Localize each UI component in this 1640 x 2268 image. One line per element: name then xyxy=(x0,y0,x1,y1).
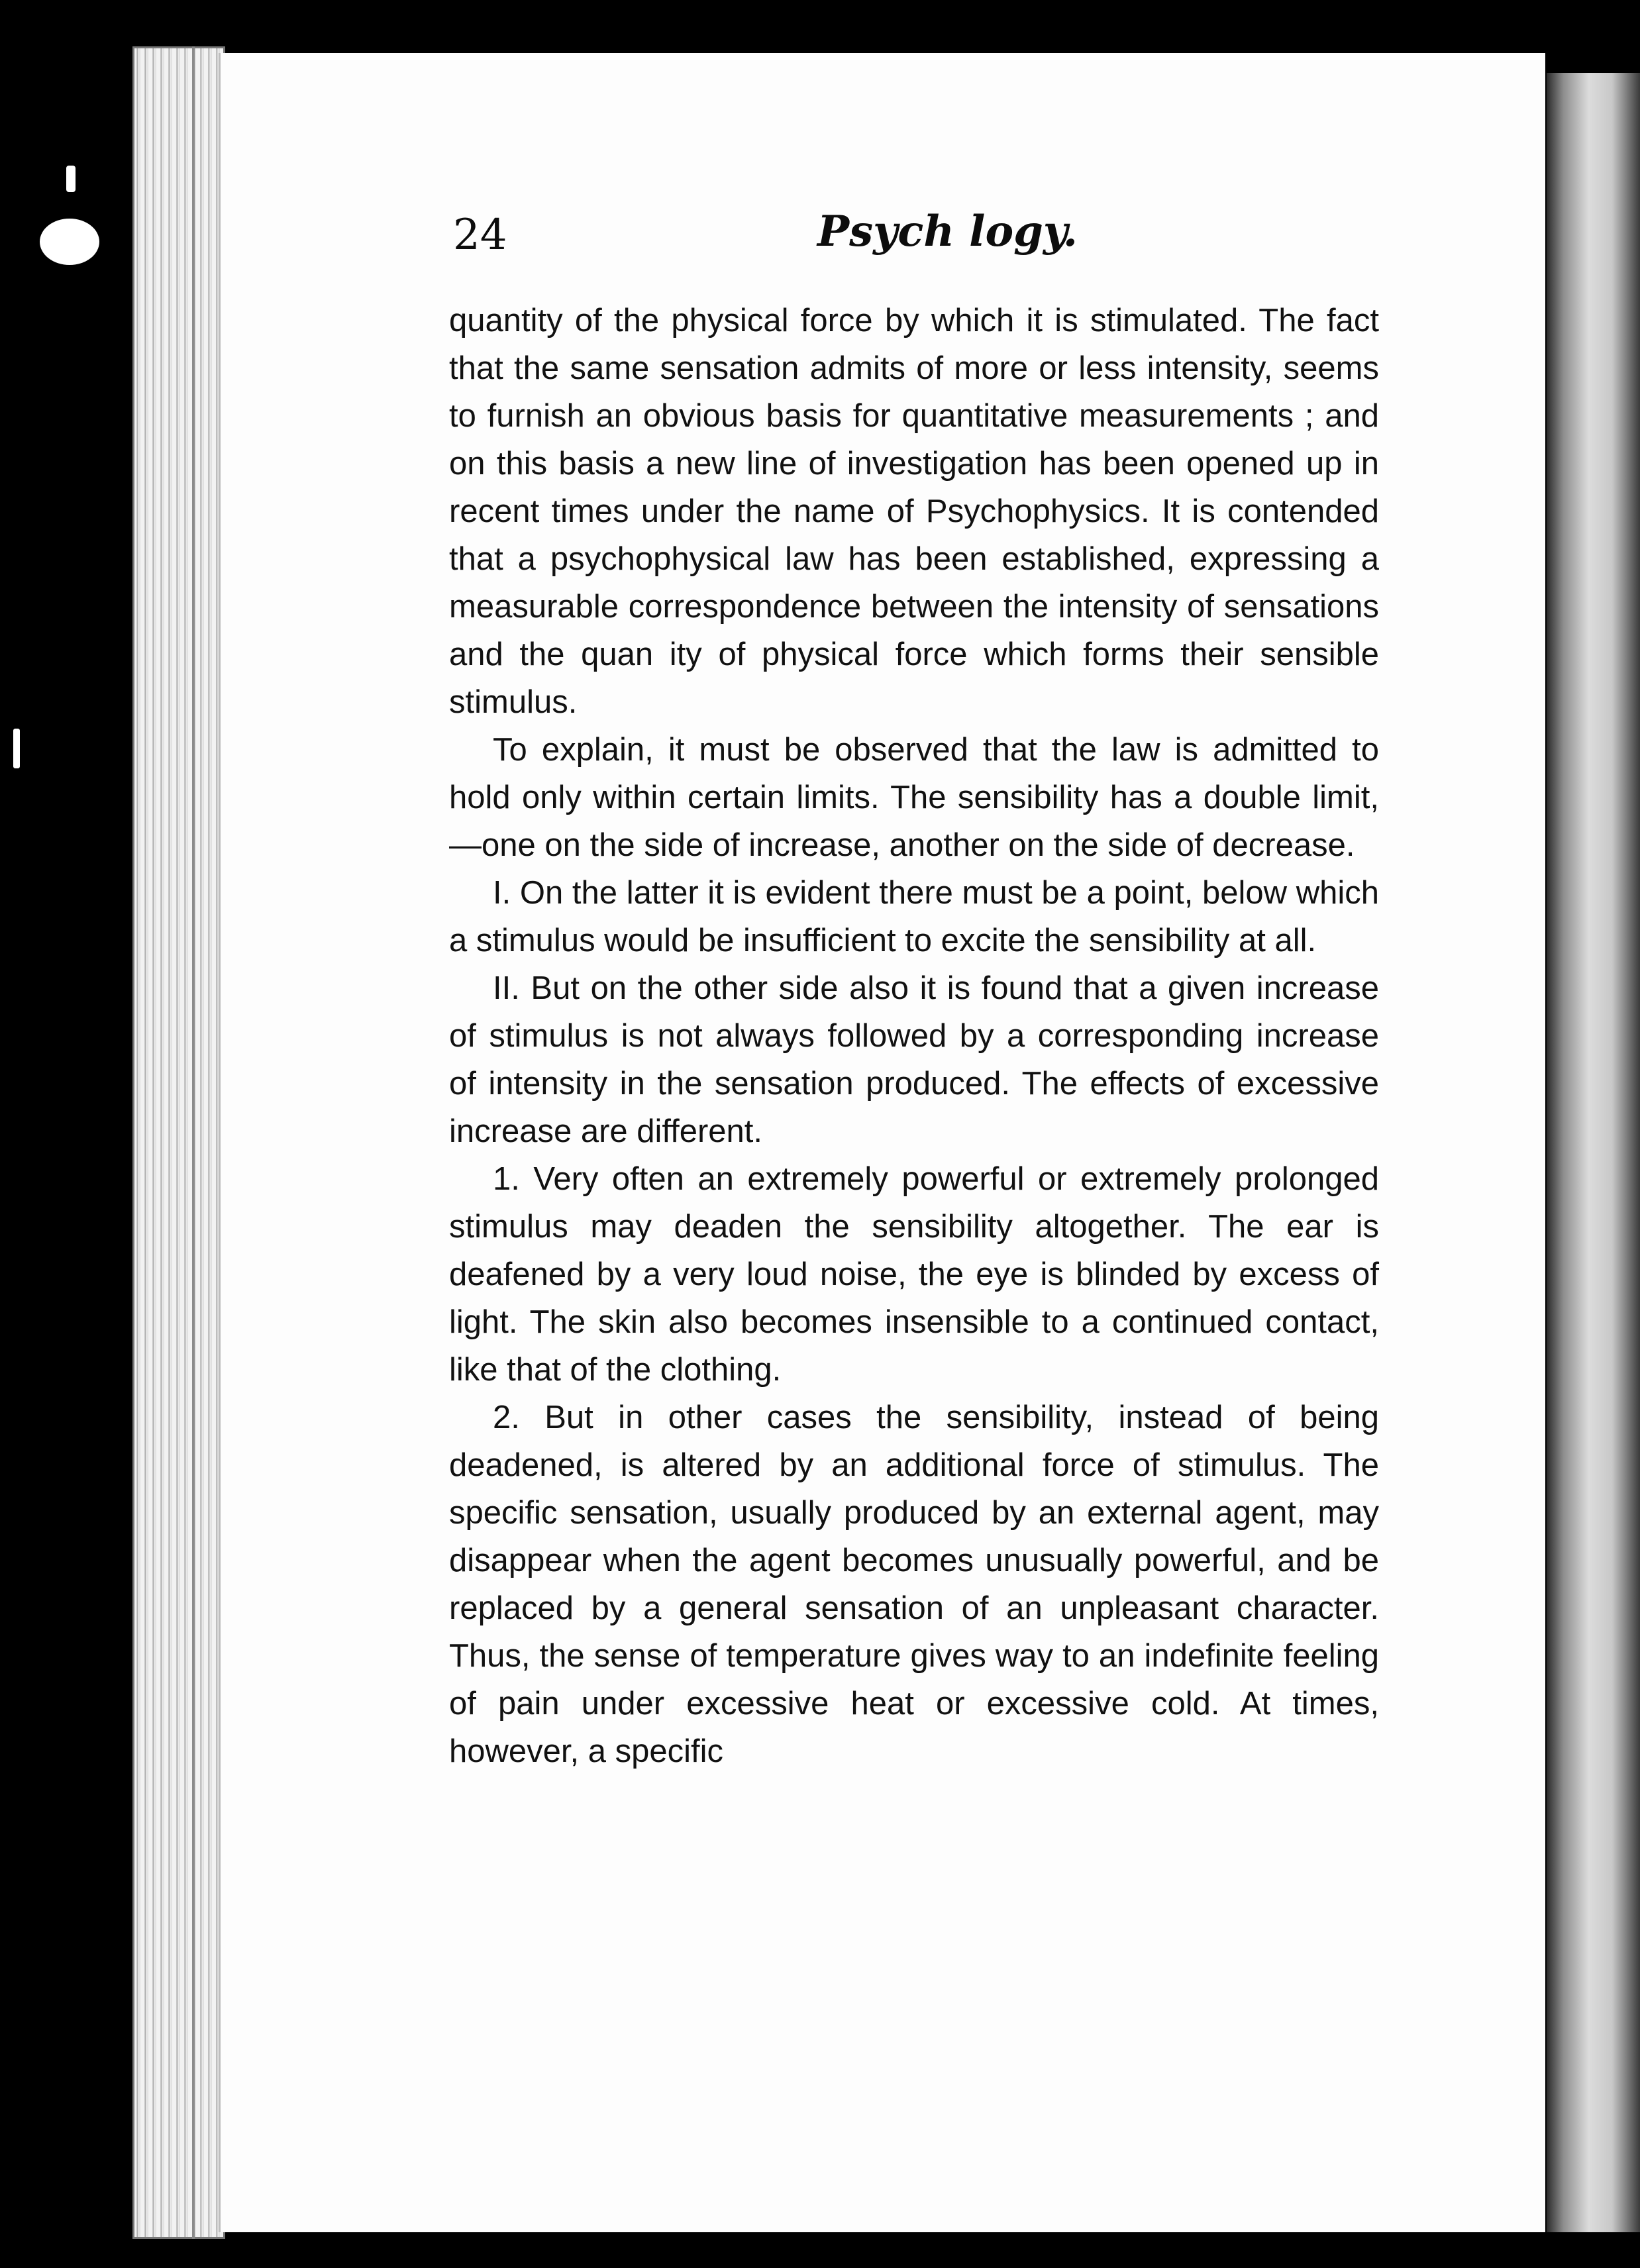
paragraph: 1. Very often an extremely powerful or extremely prolonged stimulus may deaden the sensibility altogether. The ear is deafened by a very loud noise, the eye is blinded by excess of light. The skin also becomes insensible to a continued contact, like that of the clothing. xyxy=(449,1161,1379,1388)
scan-speck xyxy=(13,729,20,768)
page-edge-line xyxy=(192,46,195,2239)
page-number: 24 xyxy=(453,211,507,260)
paragraph: I. On the latter it is evident there must be a point, below which a stimulus would be insufficient to excite the sensibility at all. xyxy=(449,875,1379,958)
page-edge-stack xyxy=(132,46,225,2239)
paragraph: quantity of the physical force by which it is stimulated. The fact that the same sensation admits of more or less intensity, seems to furnish an obvious basis for quantitative measurements ; and on this basis a new line of investigation has been opened up in recent times under the name of Psychophysics. It is contended that a psychophysical law has been established, expressing a measurable correspondence between the intensity of sensations and the quan ity of physical force which forms their sensible stimulus. xyxy=(449,303,1379,720)
page-header xyxy=(453,199,1380,272)
body-text xyxy=(449,297,1379,1775)
running-title: Psych logy. xyxy=(817,207,1078,256)
scan-speck xyxy=(66,166,76,192)
book-gutter-shadow xyxy=(1547,73,1640,2232)
paragraph: II. But on the other side also it is found that a given increase of stimulus is not always followed by a corresponding increase of intensity in the sensation produced. The effects of excessive increase are different. xyxy=(449,970,1379,1149)
paragraph: To explain, it must be observed that the law is admitted to hold only within certain limits. The sensibility has a double limit,—one on the side of increase, another on the side of decrease. xyxy=(449,732,1379,863)
paragraph: 2. But in other cases the sensibility, instead of being deadened, is altered by an additional force of stimulus. The specific sensation, usually produced by an external agent, may disappear when the agent becomes unusually powerful, and be replaced by a general sensation of an unpleasant character. Thus, the sense of temperature gives way to an indefinite feeling of pain under excessive heat or excessive cold. At times, however, a specific xyxy=(449,1400,1379,1769)
scan-speck xyxy=(40,219,99,265)
